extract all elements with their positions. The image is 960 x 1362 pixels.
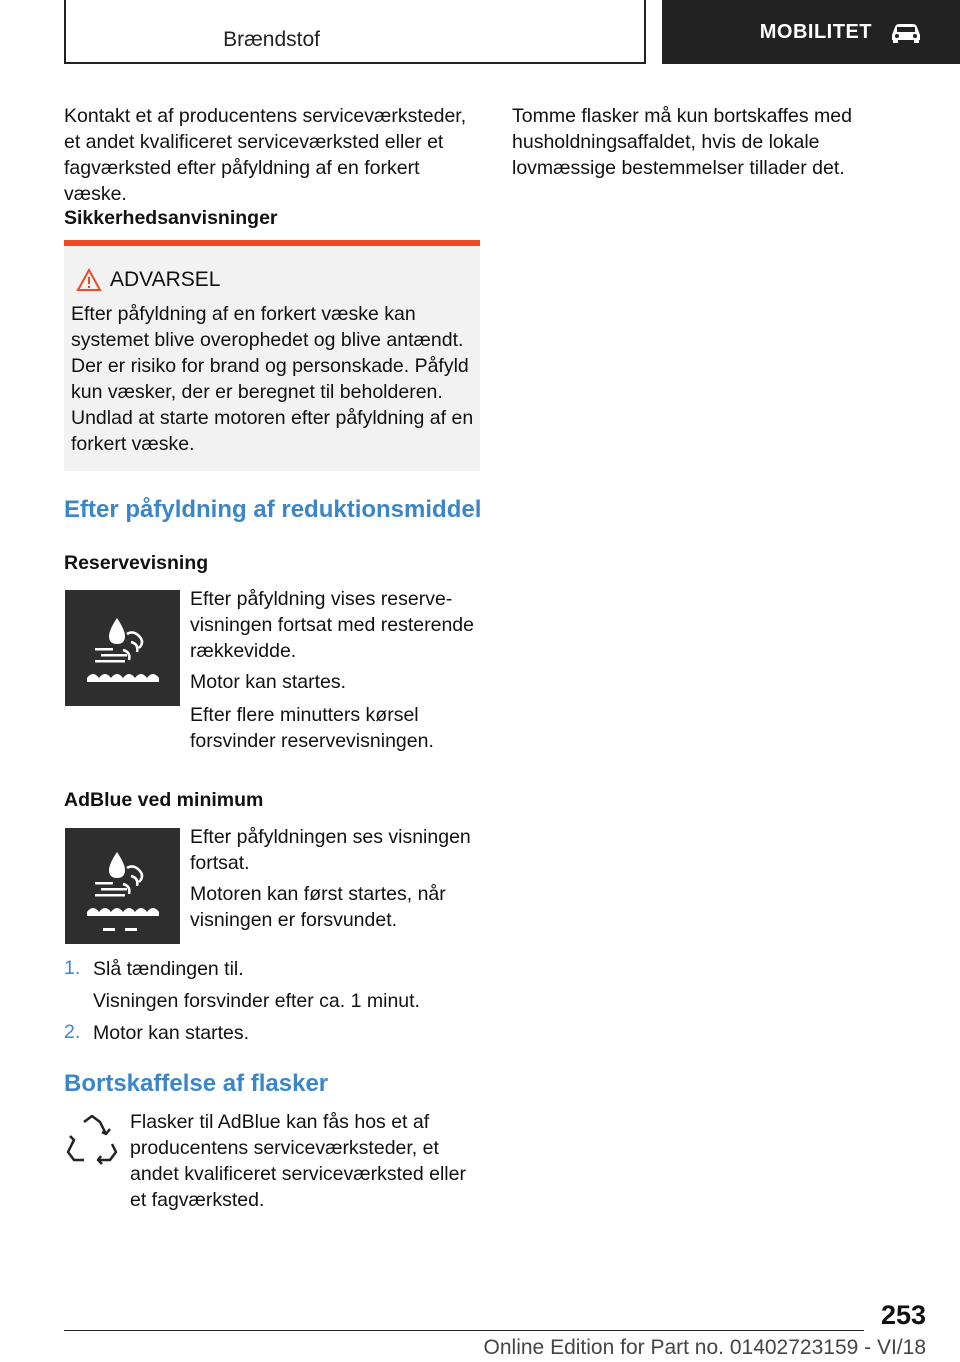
car-icon: [888, 21, 924, 43]
edition-text: Online Edition for Part no. 01402723159 - VI/18: [483, 1336, 926, 1359]
step-text: Slå tændingen til.: [93, 958, 244, 980]
warning-box: [64, 246, 480, 471]
minimum-p2: Motoren kan først startes, når visningen er forsvundet.: [190, 883, 446, 931]
minimum-heading: AdBlue ved minimum: [64, 789, 264, 811]
reserve-p2: Motor kan startes.: [190, 671, 347, 693]
right-paragraph: Tomme flasker må kun bortskaffes med husholdningsaffaldet, hvis de lokale lovmæssige bestemmelser tillader det.: [512, 105, 852, 179]
adblue-droplet-icon: [65, 590, 180, 706]
safety-heading: Sikkerhedsanvisninger: [64, 207, 278, 229]
section-title: Brændstof: [223, 28, 320, 51]
reserve-p1: Efter påfyldning vises reserve-visningen fortsat med resterende rækkevidde.: [190, 588, 474, 662]
warning-triangle-icon: [76, 268, 102, 292]
recycle-icon: [64, 1112, 120, 1168]
adblue-droplet-icon: [65, 828, 180, 944]
step-number: 1.: [64, 957, 81, 979]
page-number: 253: [880, 1300, 926, 1330]
step-number: 2.: [64, 1021, 81, 1043]
disposal-text: Flasker til AdBlue kan fås hos et af producentens serviceværksteder, et andet kvalificeret serviceværksted eller et fagværksted.: [130, 1111, 466, 1211]
warning-title: ADVARSEL: [110, 268, 221, 291]
chapter-tab: [662, 0, 960, 64]
step-text: Motor kan startes.: [93, 1022, 250, 1044]
disposal-heading: Bortskaffelse af flasker: [64, 1070, 329, 1097]
footer-divider: [64, 1330, 864, 1331]
warning-text: Efter påfyldning af en forkert væske kan systemet blive overophedet og blive antændt. Der er risiko for brand og personskade. Påfyld kun væsker, der er beregnet til beholderen. Undlad at starte motoren efter påfyldning af en forkert væske.: [71, 303, 474, 455]
refill-heading: Efter påfyldning af reduktionsmiddel: [64, 496, 482, 523]
intro-paragraph: Kontakt et af producentens serviceværksteder, et andet kvalificeret serviceværksted eller et fagværksted efter påfyldning af en forkert væske.: [64, 105, 467, 205]
minimum-p1: Efter påfyldningen ses visningen fortsat.: [190, 826, 471, 874]
chapter-title: MOBILITET: [759, 20, 872, 43]
adblue-minimum-display: [65, 828, 180, 944]
adblue-reserve-display: [65, 590, 180, 706]
reserve-heading: Reservevisning: [64, 552, 209, 574]
reserve-p3: Efter flere minutters kørsel forsvinder reservevisningen.: [190, 704, 434, 752]
step-subtext: Visningen forsvinder efter ca. 1 minut.: [93, 990, 420, 1012]
header-section-box: [64, 0, 646, 64]
